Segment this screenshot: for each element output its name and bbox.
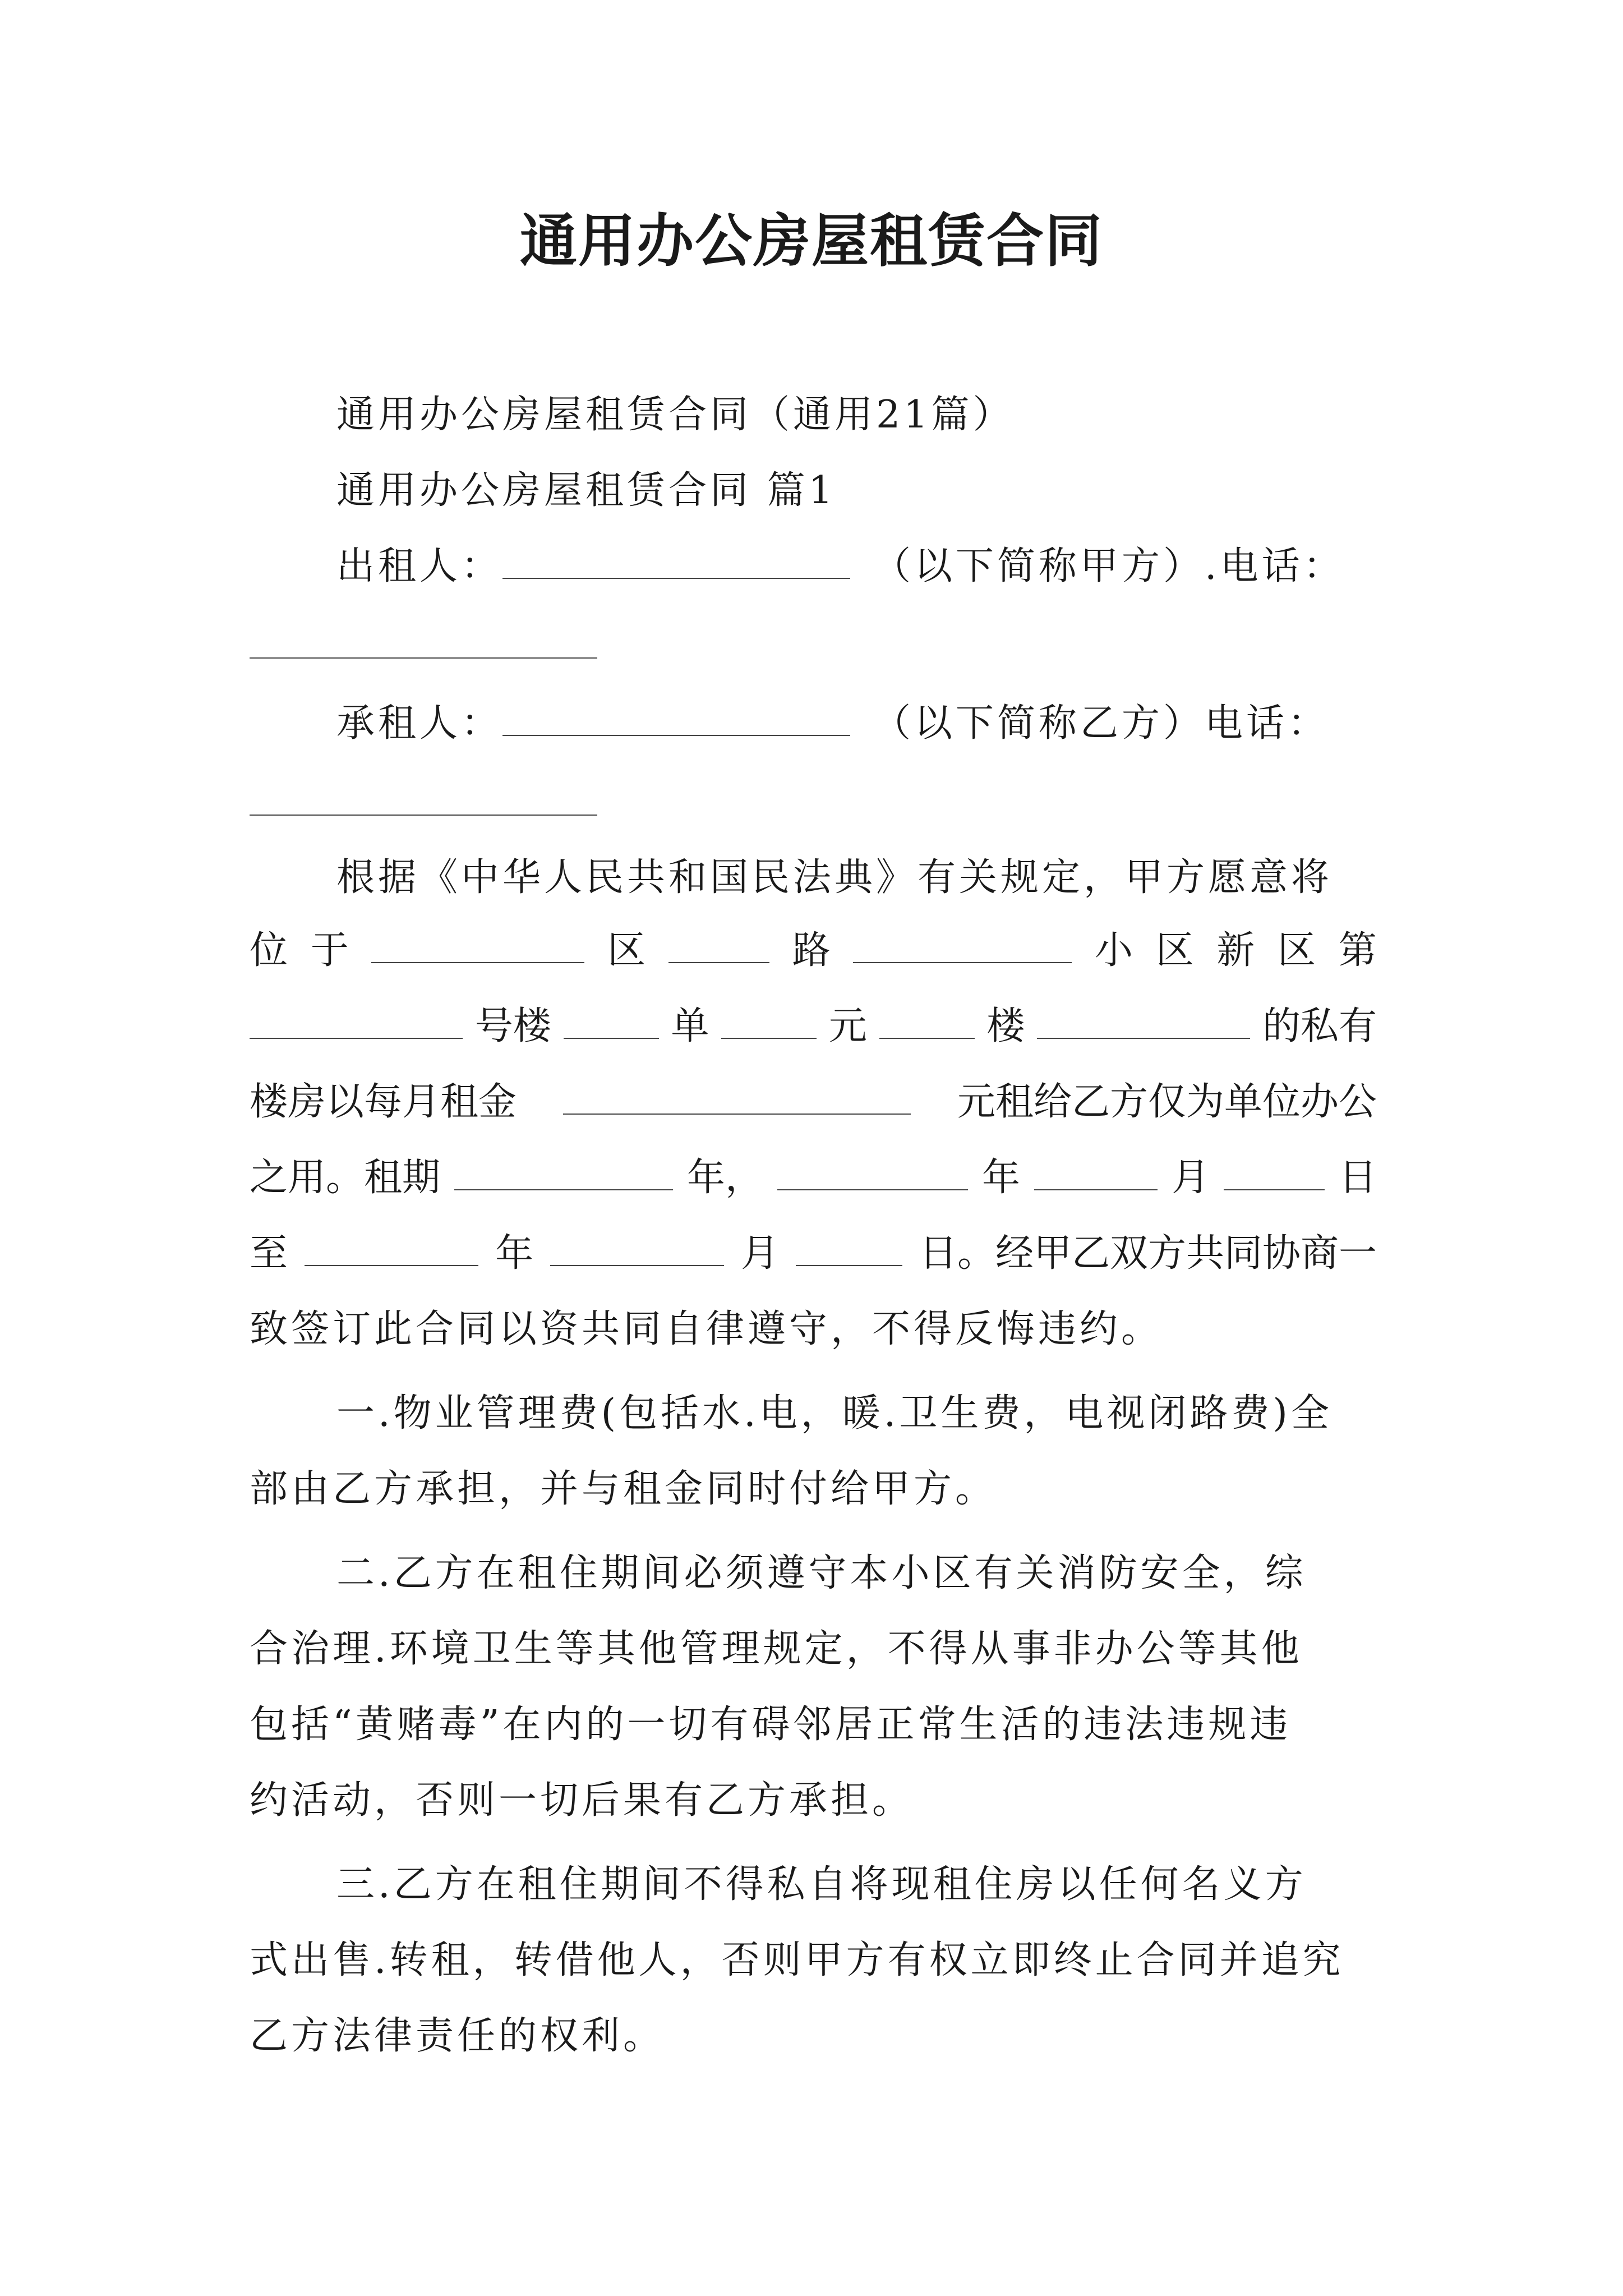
p1-text: 号楼 bbox=[474, 1004, 551, 1048]
p1-text: 第 bbox=[1338, 928, 1377, 973]
p1-line-2 bbox=[250, 926, 1377, 976]
p1-text: 之用。租期 bbox=[250, 1156, 441, 1200]
road-blank[interactable] bbox=[668, 927, 769, 963]
section-heading: 通用办公房屋租赁合同 篇1 bbox=[336, 468, 836, 513]
lessor-label: 出租人： bbox=[336, 544, 503, 588]
p1-text: 区 bbox=[1278, 928, 1316, 973]
p1-text: 小 bbox=[1094, 928, 1133, 973]
end-month-blank[interactable] bbox=[550, 1230, 724, 1266]
lessee-suffix: （以下简称乙方）电话： bbox=[873, 701, 1330, 746]
p1-line-5 bbox=[250, 1153, 1377, 1203]
unit-blank-b[interactable] bbox=[721, 1003, 817, 1039]
p1-text: 区 bbox=[1155, 928, 1194, 973]
p1-line-6 bbox=[250, 1228, 1377, 1279]
lessor-phone-blank[interactable] bbox=[250, 657, 597, 659]
p1-text: 楼房以每月租金 bbox=[250, 1080, 517, 1124]
p3-line-4: 约活动，否则一切后果有乙方承担。 bbox=[250, 1778, 914, 1823]
lessor-name-blank[interactable] bbox=[502, 543, 850, 579]
p1-text: 单 bbox=[671, 1004, 709, 1048]
p2-line-2: 部由乙方承担，并与租金同时付给甲方。 bbox=[250, 1467, 997, 1511]
document-title: 通用办公房屋租赁合同 bbox=[520, 208, 1103, 275]
building-no-blank[interactable] bbox=[250, 1003, 463, 1039]
p1-text: 年 bbox=[981, 1156, 1020, 1200]
p1-line-4 bbox=[250, 1077, 1377, 1128]
lessor-line bbox=[336, 541, 1345, 592]
p1-text: 年， bbox=[686, 1156, 763, 1200]
monthly-rent-blank[interactable] bbox=[563, 1079, 911, 1115]
p1-text: 楼 bbox=[986, 1004, 1025, 1048]
p1-text: 月 bbox=[740, 1231, 779, 1276]
p1-text: 日。经甲乙双方共同协商一 bbox=[919, 1231, 1377, 1276]
community-blank[interactable] bbox=[853, 927, 1072, 963]
p1-line-1: 根据《中华人民共和国民法典》有关规定，甲方愿意将 bbox=[336, 855, 1333, 900]
p1-text: 位 bbox=[250, 928, 288, 973]
end-day-blank[interactable] bbox=[796, 1230, 902, 1266]
p3-line-1: 二.乙方在租住期间必须遵守本小区有关消防安全，综 bbox=[336, 1551, 1307, 1595]
p3-line-3: 包括“黄赌毒”在内的一切有碍邻居正常生活的违法违规违 bbox=[250, 1703, 1292, 1747]
lease-term-blank[interactable] bbox=[454, 1154, 673, 1190]
p4-line-3: 乙方法律责任的权利。 bbox=[250, 2014, 665, 2058]
p2-line-1: 一.物业管理费(包括水.电，暖.卫生费，电视闭路费)全 bbox=[336, 1391, 1332, 1435]
room-blank[interactable] bbox=[1037, 1003, 1250, 1039]
p1-text: 元 bbox=[828, 1004, 867, 1048]
p1-text: 日 bbox=[1338, 1156, 1377, 1200]
lessee-line bbox=[336, 698, 1329, 749]
p1-text: 月 bbox=[1171, 1156, 1210, 1200]
p1-text: 年 bbox=[495, 1231, 533, 1276]
p1-line-7: 致签订此合同以资共同自律遵守，不得反悔违约。 bbox=[250, 1307, 1163, 1351]
p1-text: 至 bbox=[250, 1231, 288, 1276]
lessor-suffix: （以下简称甲方）.电话： bbox=[873, 544, 1345, 588]
unit-blank-a[interactable] bbox=[564, 1003, 659, 1039]
p4-line-2: 式出售.转租，转借他人，否则甲方有权立即终止合同并追究 bbox=[250, 1938, 1344, 1982]
end-year-blank[interactable] bbox=[305, 1230, 478, 1266]
start-day-blank[interactable] bbox=[1224, 1154, 1325, 1190]
lessee-phone-blank[interactable] bbox=[250, 815, 597, 816]
p1-text: 于 bbox=[310, 928, 349, 973]
p3-line-2: 合治理.环境卫生等其他管理规定，不得从事非办公等其他 bbox=[250, 1627, 1303, 1671]
start-month-blank[interactable] bbox=[1034, 1154, 1158, 1190]
p1-line-3 bbox=[250, 1001, 1377, 1052]
p1-text: 元租给乙方仅为单位办公 bbox=[957, 1080, 1377, 1124]
p1-text: 路 bbox=[792, 928, 831, 973]
floor-blank[interactable] bbox=[879, 1003, 975, 1039]
p1-text: 区 bbox=[607, 928, 646, 973]
p4-line-1: 三.乙方在租住期间不得私自将现租住房以任何名义方 bbox=[336, 1862, 1307, 1907]
p1-text: 新 bbox=[1216, 928, 1255, 973]
start-year-blank[interactable] bbox=[777, 1154, 968, 1190]
p1-text: 的私有 bbox=[1262, 1004, 1377, 1048]
lessee-name-blank[interactable] bbox=[502, 700, 850, 736]
district-blank[interactable] bbox=[371, 927, 584, 963]
lessee-label: 承租人： bbox=[336, 701, 503, 746]
document-subtitle: 通用办公房屋租赁合同（通用21篇） bbox=[336, 393, 1015, 437]
